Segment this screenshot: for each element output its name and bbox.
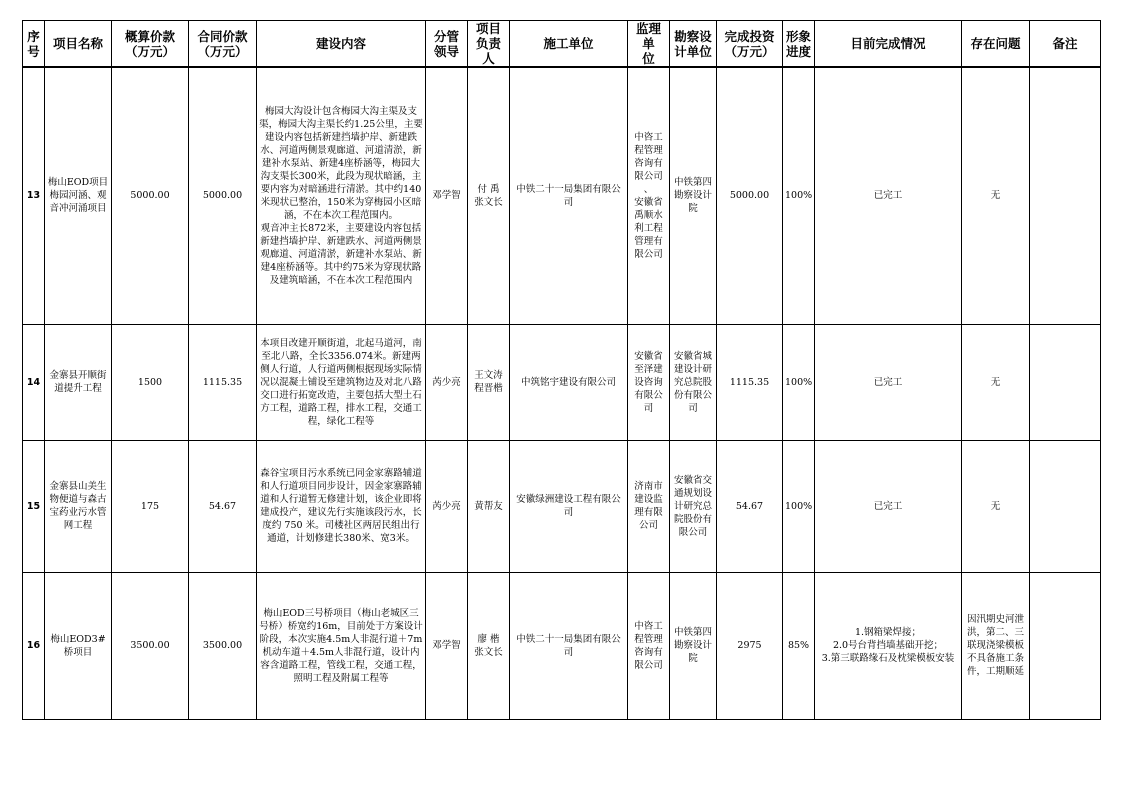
- cell-invest: 5000.00: [717, 67, 783, 324]
- header-seq: 序号: [23, 21, 45, 68]
- cell-status: 已完工: [815, 324, 962, 440]
- cell-seq: 16: [23, 572, 45, 719]
- cell-supervisor: 中咨工程管理咨询有限公司: [628, 572, 670, 719]
- cell-budget: 3500.00: [112, 572, 189, 719]
- header-remark: 备注: [1030, 21, 1101, 68]
- cell-designer: 中铁第四勘察设计院: [670, 67, 717, 324]
- cell-name: 梅山EOD项目梅园河涵、观音冲河涌项目: [45, 67, 112, 324]
- cell-invest: 2975: [717, 572, 783, 719]
- cell-builder: 中铁二十一局集团有限公司: [510, 67, 628, 324]
- cell-progress: 85%: [783, 572, 815, 719]
- cell-content: 本项目改建开顺街道，北起马道河，南至北八路，全长3356.074米。新建两侧人行道，人行道两侧根据现场实际情况以混凝土铺设至建筑物边及对北八路交口进行拓宽改造，主要包括大型土石方工程，道路工程，排水工程，交通工程，绿化工程等: [257, 324, 426, 440]
- cell-builder: 中筑铭宇建设有限公司: [510, 324, 628, 440]
- cell-owner: 黄帮友: [468, 440, 510, 572]
- header-status: 目前完成情况: [815, 21, 962, 68]
- cell-contract: 1115.35: [189, 324, 257, 440]
- cell-designer: 安徽省城建设计研究总院股份有限公司: [670, 324, 717, 440]
- cell-designer: 安徽省交通规划设计研究总院股份有限公司: [670, 440, 717, 572]
- cell-contract: 3500.00: [189, 572, 257, 719]
- cell-leader: 芮少亮: [426, 440, 468, 572]
- cell-content: 森谷宝项目污水系统已同金家寨路辅道和人行道项目同步设计，因金家寨路辅道和人行道暂无修建计划，该企业即将建成投产，建议先行实施该段污水，长度约 750 米。司楼社区两居民组出行通道，计划修建长380米、宽3米。: [257, 440, 426, 572]
- cell-contract: 54.67: [189, 440, 257, 572]
- cell-content: 梅山EOD三号桥项目（梅山老城区三号桥）桥宽约16m，目前处于方案设计阶段，本次实施4.5m人非混行道＋7m机动车道＋4.5m人非混行道，设计内容含道路工程，管线工程，交通工程，照明工程及附属工程等: [257, 572, 426, 719]
- cell-progress: 100%: [783, 324, 815, 440]
- cell-status: 1.钢箱梁焊接； 2.0号台背挡墙基础开挖； 3.第三联路缘石及枕梁模板安装: [815, 572, 962, 719]
- cell-content: 梅园大沟设计包含梅园大沟主渠及支渠，梅园大沟主渠长约1.25公里，主要建设内容包括新建挡墙护岸、新建跌水、河道两侧景观廊道、河道清淤，新建补水泵站、新建4座桥涵等，梅园大沟支渠长300米，此段为现状暗涵，主要内容为对暗涵进行清淤。其中约140米现状已整治，150米为穿梅园小区暗涵，不在本次工程范围内。 观音冲主长872米，主要建设内容包括新建挡墙护岸、新建跌水、河道两侧景观廊道、河道清淤，新建补水泵站、新建4座桥涵等。其中约75米为穿现状路及建筑暗涵，不在本次工程范围内: [257, 67, 426, 324]
- header-budget: 概算价款 （万元）: [112, 21, 189, 68]
- header-supervisor: 监理单 位: [628, 21, 670, 68]
- cell-budget: 175: [112, 440, 189, 572]
- header-progress: 形象 进度: [783, 21, 815, 68]
- cell-builder: 安徽绿洲建设工程有限公司: [510, 440, 628, 572]
- cell-supervisor: 济南市建设监理有限公司: [628, 440, 670, 572]
- header-name: 项目名称: [45, 21, 112, 68]
- table-row: [23, 440, 1101, 572]
- cell-issues: 因汛期史河泄洪，第二、三联现浇梁模板不具备施工条件，工期顺延: [962, 572, 1030, 719]
- cell-status: 已完工: [815, 67, 962, 324]
- cell-name: 梅山EOD3#桥项目: [45, 572, 112, 719]
- cell-status: 已完工: [815, 440, 962, 572]
- cell-seq: 15: [23, 440, 45, 572]
- table-row: [23, 67, 1101, 324]
- cell-builder: 中铁二十一局集团有限公司: [510, 572, 628, 719]
- cell-budget: 5000.00: [112, 67, 189, 324]
- cell-remark: [1030, 324, 1101, 440]
- header-contract: 合同价款 （万元）: [189, 21, 257, 68]
- cell-leader: 芮少亮: [426, 324, 468, 440]
- cell-leader: 邓学智: [426, 67, 468, 324]
- header-invest: 完成投资 （万元）: [717, 21, 783, 68]
- cell-designer: 中铁第四勘察设计院: [670, 572, 717, 719]
- cell-owner: 付 禹 张文长: [468, 67, 510, 324]
- table-row: [23, 324, 1101, 440]
- cell-owner: 王文涛 程晋楷: [468, 324, 510, 440]
- cell-contract: 5000.00: [189, 67, 257, 324]
- header-owner: 项目 负责 人: [468, 21, 510, 68]
- cell-leader: 邓学智: [426, 572, 468, 719]
- cell-budget: 1500: [112, 324, 189, 440]
- header-builder: 施工单位: [510, 21, 628, 68]
- cell-progress: 100%: [783, 440, 815, 572]
- cell-invest: 1115.35: [717, 324, 783, 440]
- cell-supervisor: 中咨工程管理咨询有限公司 、 安徽省禹顺水利工程管理有限公司: [628, 67, 670, 324]
- project-table: [22, 20, 1101, 720]
- cell-issues: 无: [962, 440, 1030, 572]
- cell-progress: 100%: [783, 67, 815, 324]
- table-row: [23, 572, 1101, 719]
- cell-remark: [1030, 67, 1101, 324]
- cell-invest: 54.67: [717, 440, 783, 572]
- header-leader: 分管 领导: [426, 21, 468, 68]
- header-issues: 存在问题: [962, 21, 1030, 68]
- cell-seq: 13: [23, 67, 45, 324]
- cell-issues: 无: [962, 67, 1030, 324]
- cell-owner: 廖 楷 张文长: [468, 572, 510, 719]
- cell-remark: [1030, 440, 1101, 572]
- cell-name: 金寨县山美生物便道与森古宝药业污水管网工程: [45, 440, 112, 572]
- header-designer: 勘察设 计单位: [670, 21, 717, 68]
- cell-issues: 无: [962, 324, 1030, 440]
- header-content: 建设内容: [257, 21, 426, 68]
- cell-supervisor: 安徽省至泽建设咨询有限公司: [628, 324, 670, 440]
- header-row: [23, 21, 1101, 68]
- cell-remark: [1030, 572, 1101, 719]
- cell-seq: 14: [23, 324, 45, 440]
- cell-name: 金寨县开顺街道提升工程: [45, 324, 112, 440]
